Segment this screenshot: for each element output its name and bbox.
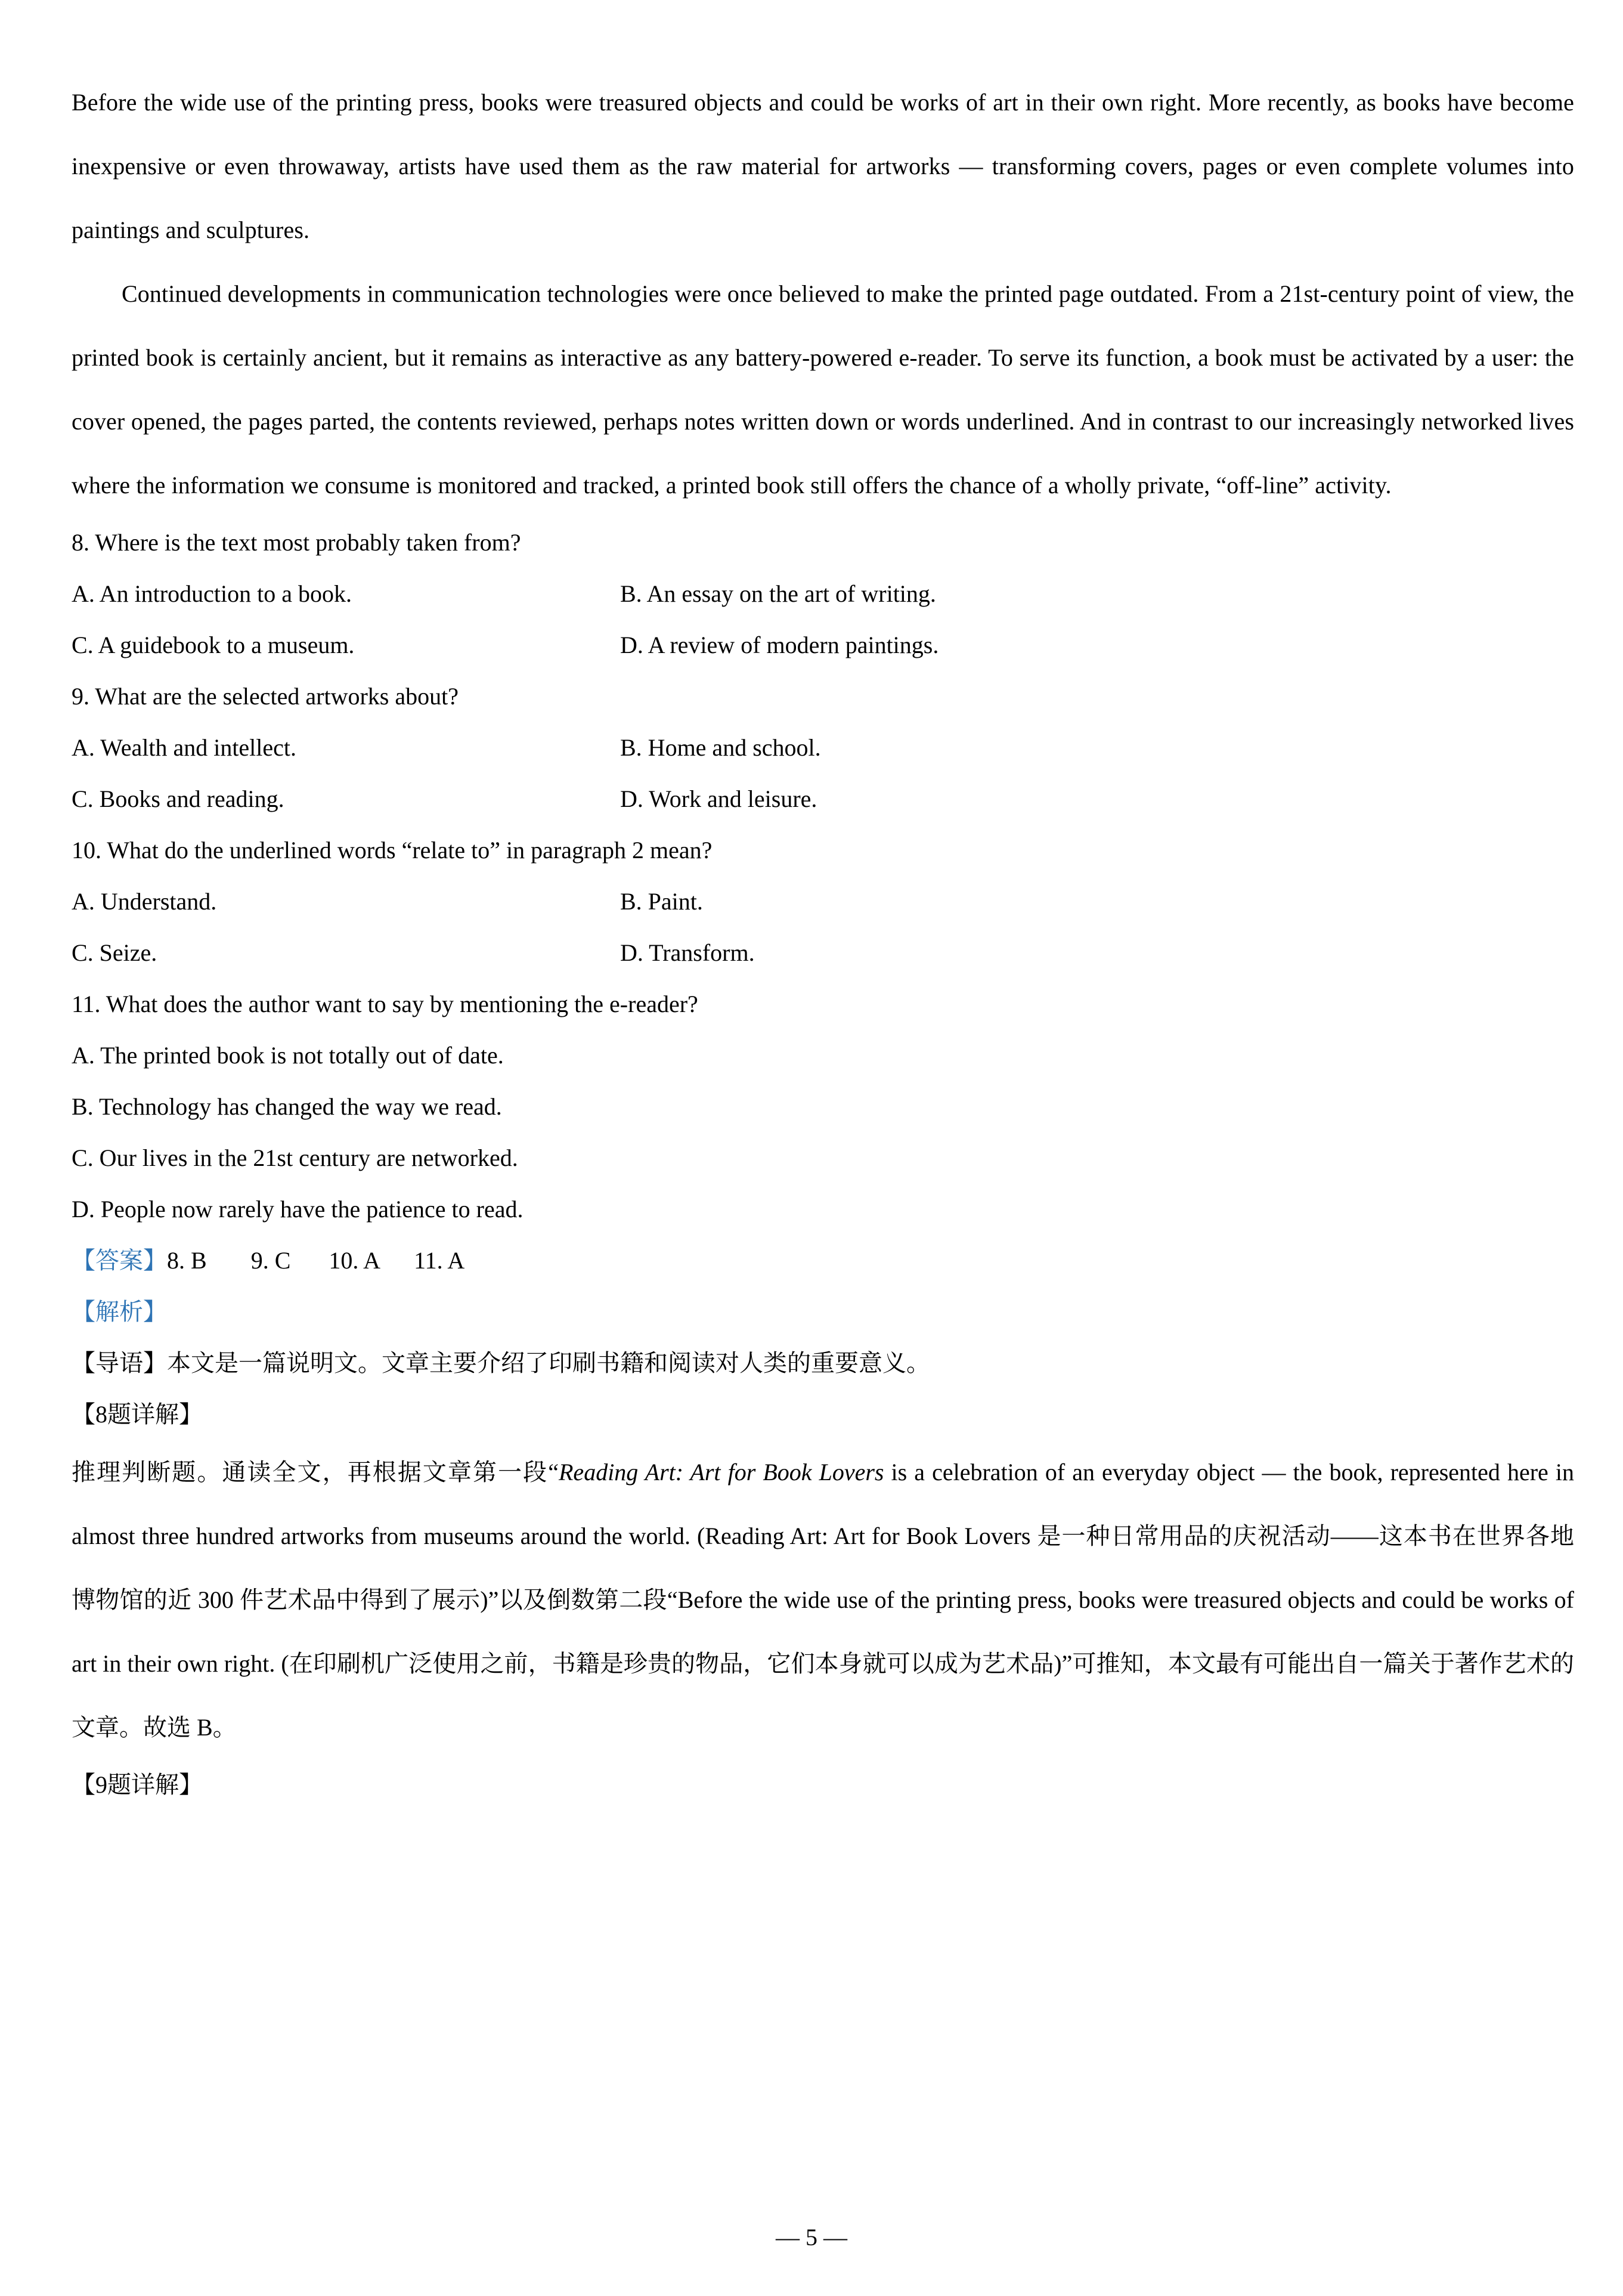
question-10-option-a[interactable]: A. Understand. [72, 888, 217, 915]
answer-item-9: 9. C [250, 1247, 291, 1274]
analysis-marker: 【解析】 [72, 1298, 167, 1325]
analysis-marker-line [72, 1286, 1574, 1338]
question-11-option-d[interactable]: D. People now rarely have the patience to read. [72, 1196, 524, 1223]
detail-8-italic-title: Reading Art: Art for Book Lovers [559, 1459, 884, 1486]
page-footer: — 5 — [776, 2224, 847, 2251]
answer-marker: 【答案】 [72, 1247, 167, 1274]
question-9-stem: 9. What are the selected artworks about? [72, 683, 459, 710]
guide-line [72, 1338, 1574, 1389]
question-11-option-b[interactable]: B. Technology has changed the way we read. [72, 1093, 502, 1120]
question-10-option-d[interactable]: D. Transform. [620, 939, 755, 966]
question-8-options-row-2 [72, 620, 1574, 671]
page-content [72, 70, 1574, 1811]
answer-item-8: 8. B [167, 1247, 207, 1274]
guide-text: 本文是一篇说明文。文章主要介绍了印刷书籍和阅读对人类的重要意义。 [167, 1350, 930, 1376]
question-8-stem: 8. Where is the text most probably taken from? [72, 529, 521, 556]
question-9-option-c[interactable]: C. Books and reading. [72, 785, 284, 812]
detail-9-heading: 【9题详解】 [72, 1771, 203, 1798]
question-11-stem: 11. What does the author want to say by mentioning the e-reader? [72, 991, 698, 1017]
question-9-option-a[interactable]: A. Wealth and intellect. [72, 734, 297, 761]
question-8-option-b[interactable]: B. An essay on the art of writing. [620, 580, 936, 607]
question-10-options-row-1 [72, 876, 1574, 927]
question-11-option-c[interactable]: C. Our lives in the 21st century are networked. [72, 1144, 518, 1171]
question-10-option-b[interactable]: B. Paint. [620, 888, 703, 915]
question-10-option-c[interactable]: C. Seize. [72, 939, 157, 966]
answer-item-10: 10. A [329, 1247, 381, 1274]
detail-8-text-part-1: 推理判断题。通读全文，再根据文章第一段“ [72, 1459, 559, 1486]
detail-8-heading: 【8题详解】 [72, 1401, 203, 1428]
answer-line [72, 1235, 1574, 1286]
question-9-options-row-1 [72, 722, 1574, 773]
answer-item-11: 11. A [414, 1247, 465, 1274]
passage-paragraph-1: Before the wide use of the printing press, books were treasured objects and could be works of art in their own right. More recently, as books have become inexpensive or even throwaway, artists have used them as the raw material for artworks — transforming covers, pages or even complete volumes into paintings and sculptures. [72, 89, 1574, 243]
passage-paragraph-2: Continued developments in communication technologies were once believed to make the printed page outdated. From a 21st-century point of view, the printed book is certainly ancient, but it remains as interactive as any battery-powered e-reader. To serve its function, a book must be activated by a user: the cover opened, the pages parted, the contents reviewed, perhaps notes written down or words underlined. And in contrast to our increasingly networked lives where the information we consume is monitored and tracked, a printed book still offers the chance of a wholly private, “off-line” activity. [72, 280, 1574, 499]
question-9-option-d[interactable]: D. Work and leisure. [620, 785, 817, 812]
question-11-option-a[interactable]: A. The printed book is not totally out of date. [72, 1042, 504, 1069]
detail-8-body [72, 1440, 1574, 1759]
question-10-options-row-2 [72, 927, 1574, 979]
question-8-option-a[interactable]: A. An introduction to a book. [72, 580, 352, 607]
question-8-option-d[interactable]: D. A review of modern paintings. [620, 632, 939, 658]
question-10-stem: 10. What do the underlined words “relate to” in paragraph 2 mean? [72, 837, 713, 864]
question-9-option-b[interactable]: B. Home and school. [620, 734, 821, 761]
question-9-options-row-2 [72, 773, 1574, 825]
question-8-options-row-1 [72, 568, 1574, 620]
guide-label: 【导语】 [72, 1350, 167, 1376]
question-8-option-c[interactable]: C. A guidebook to a museum. [72, 632, 355, 658]
detail-8-text-part-2: is a celebration of an everyday object — the book, represented here in almost three hundred artworks from museums around the world. (Reading Art: Art for Book Lovers 是一种日常用品的庆祝活动——这本书在世界各地博物馆的近 300 件艺术品中得到了展示)”以及倒数第二段“Before the wide use of the printing press, books were treasured objects and could be works of art in their own right. (在印刷机广泛使用之前，书籍是珍贵的物品，它们本身就可以成为艺术品)”可推知，本文最有可能出自一篇关于著作艺术的文章。故选 B。 [72, 1459, 1574, 1741]
